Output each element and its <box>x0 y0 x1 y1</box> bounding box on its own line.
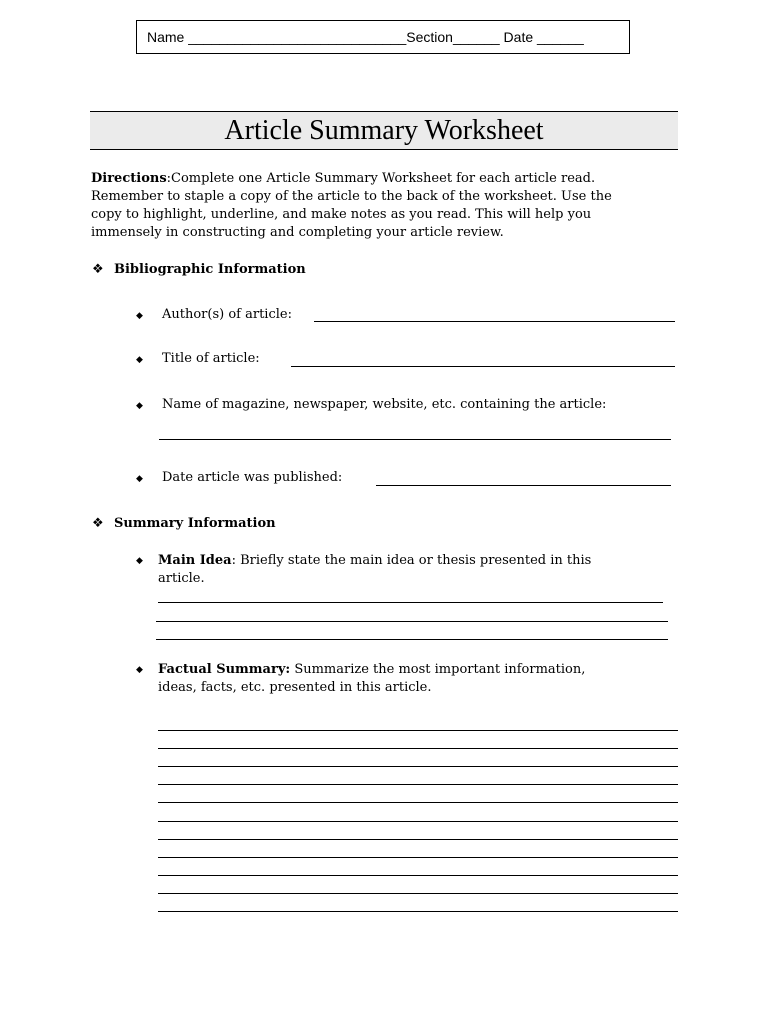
article-title-answer-line[interactable] <box>291 366 675 367</box>
summary-heading-text: Summary Information <box>114 516 276 531</box>
bullet-icon: ◆ <box>136 474 143 484</box>
factual-summary-answer-line[interactable] <box>158 748 678 749</box>
source-answer-line[interactable] <box>159 439 671 440</box>
factual-summary-answer-line[interactable] <box>158 839 678 840</box>
diamond-bullet-icon: ❖ <box>92 262 104 277</box>
factual-summary-line-2: ideas, facts, etc. presented in this article. <box>158 680 432 695</box>
factual-summary-answer-line[interactable] <box>158 875 678 876</box>
date-published-label: Date article was published: <box>162 470 343 485</box>
main-idea-answer-line[interactable] <box>158 602 663 603</box>
directions-line-2: Remember to staple a copy of the article to the back of the worksheet. Use the <box>91 189 612 204</box>
main-idea-lead: Main Idea <box>158 553 232 568</box>
directions-lead: Directions <box>91 171 167 186</box>
factual-summary-answer-line[interactable] <box>158 784 678 785</box>
main-idea-answer-line[interactable] <box>156 639 668 640</box>
directions-line-4: immensely in constructing and completing your article review. <box>91 225 504 240</box>
bullet-icon: ◆ <box>136 355 143 365</box>
authors-answer-line[interactable] <box>314 321 675 322</box>
factual-summary-answer-line[interactable] <box>158 730 678 731</box>
name-section-date-box <box>136 20 630 54</box>
article-title-label: Title of article: <box>162 351 260 366</box>
bullet-icon: ◆ <box>136 556 143 566</box>
main-idea-line-1 <box>158 552 591 570</box>
main-idea-answer-line[interactable] <box>156 621 668 622</box>
directions-line-1 <box>91 170 681 188</box>
summary-heading <box>92 516 276 531</box>
directions-paragraph <box>91 170 681 242</box>
worksheet-title-band <box>90 111 678 150</box>
factual-summary-answer-line[interactable] <box>158 911 678 912</box>
factual-summary-text-1: Summarize the most important information, <box>290 662 586 677</box>
main-idea-prompt <box>158 552 591 588</box>
bullet-icon: ◆ <box>136 401 143 411</box>
directions-line-3: copy to highlight, underline, and make notes as you read. This will help you <box>91 207 592 222</box>
bullet-icon: ◆ <box>136 311 143 321</box>
source-label: Name of magazine, newspaper, website, etc. containing the article: <box>162 397 607 412</box>
main-idea-line-2: article. <box>158 571 205 586</box>
factual-summary-answer-line[interactable] <box>158 893 678 894</box>
bibliographic-heading <box>92 262 306 277</box>
factual-summary-answer-line[interactable] <box>158 766 678 767</box>
bibliographic-heading-text: Bibliographic Information <box>114 262 306 277</box>
factual-summary-lead: Factual Summary: <box>158 662 291 677</box>
factual-summary-answer-line[interactable] <box>158 802 678 803</box>
authors-label: Author(s) of article: <box>162 307 292 322</box>
bullet-icon: ◆ <box>136 665 143 675</box>
main-idea-text-1: : Briefly state the main idea or thesis presented in this <box>231 553 592 568</box>
page-title: Article Summary Worksheet <box>224 115 544 146</box>
diamond-bullet-icon: ❖ <box>92 516 104 531</box>
factual-summary-line-1 <box>158 661 585 679</box>
factual-summary-prompt <box>158 661 585 697</box>
name-section-date-text: Name ____________________________Section______ Date ______ <box>147 29 584 45</box>
directions-text-1: :Complete one Article Summary Worksheet for each article read. <box>166 171 596 186</box>
factual-summary-answer-line[interactable] <box>158 857 678 858</box>
factual-summary-answer-line[interactable] <box>158 821 678 822</box>
date-published-answer-line[interactable] <box>376 485 671 486</box>
